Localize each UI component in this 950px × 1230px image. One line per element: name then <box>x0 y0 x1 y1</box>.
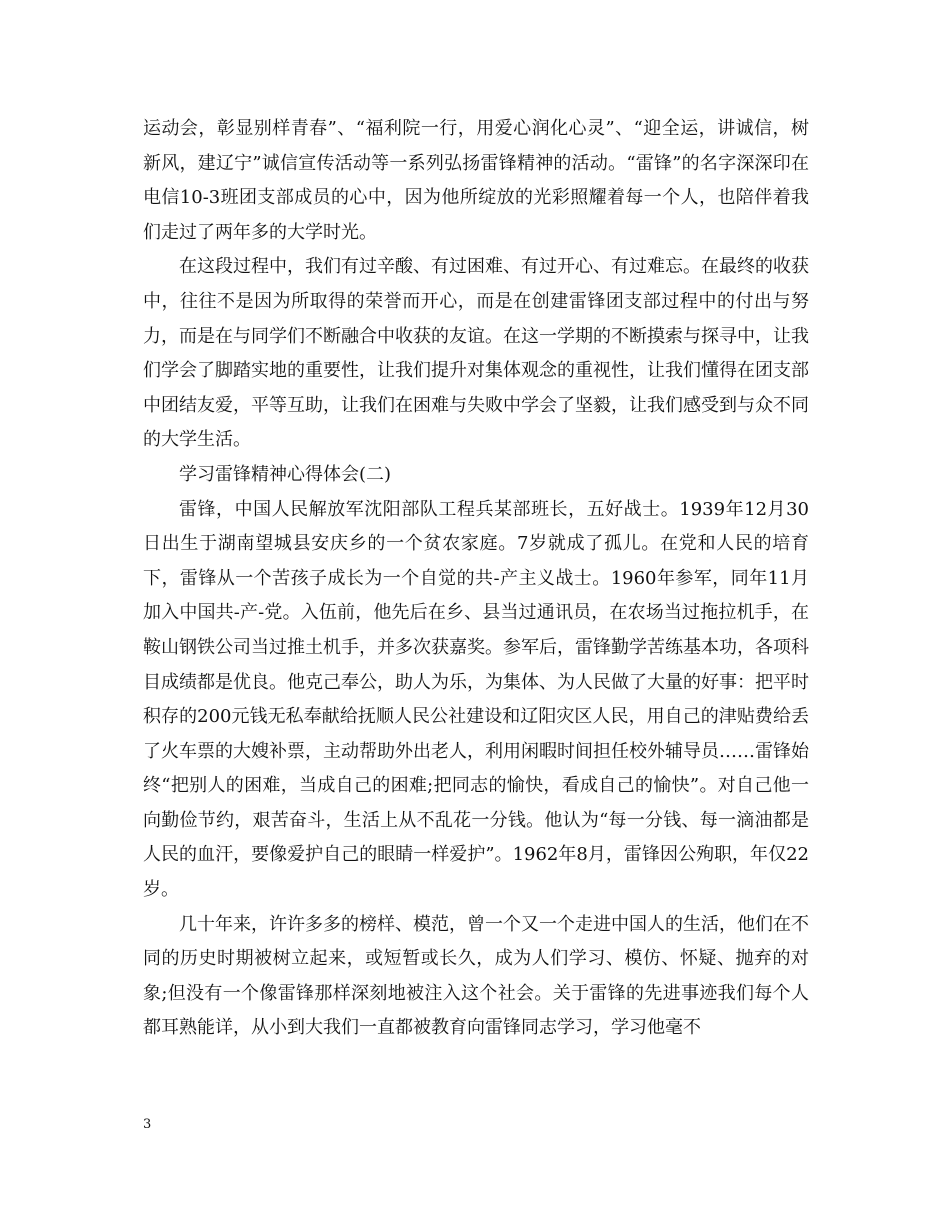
document-body <box>143 112 809 1046</box>
paragraph-4: 几十年来，许许多多的榜样、模范，曾一个又一个走进中国人的生活，他们在不同的历史时期被树立起来，或短暂或长久，成为人们学习、模仿、怀疑、抛弃的对象;但没有一个像雷锋那样深刻地被注入这个社会。关于雷锋的先进事迹我们每个人都耳熟能详，从小到大我们一直都被教育向雷锋同志学习，学习他毫不 <box>143 913 809 1039</box>
paragraph-1: 运动会，彰显别样青春”、“福利院一行，用爱心润化心灵”、“迎全运，讲诚信，树新风，建辽宁”诚信宣传活动等一系列弘扬雷锋精神的活动。“雷锋”的名字深深印在电信10-3班团支部成员的心中，因为他所绽放的光彩照耀着每一个人，也陪伴着我们走过了两年多的大学时光。 <box>143 118 809 243</box>
paragraph-2: 在这段过程中，我们有过辛酸、有过困难、有过开心、有过难忘。在最终的收获中，往往不是因为所取得的荣誉而开心，而是在创建雷锋团支部过程中的付出与努力，而是在与同学们不断融合中收获的友谊。在这一学期的不断摸索与探寻中，让我们学会了脚踏实地的重要性，让我们提升对集体观念的重视性，让我们懂得在团支部中团结友爱，平等互助，让我们在困难与失败中学会了坚毅，让我们感受到与众不同的大学生活。 <box>143 256 809 451</box>
paragraph-3: 雷锋，中国人民解放军沈阳部队工程兵某部班长，五好战士。1939年12月30日出生于湖南望城县安庆乡的一个贫农家庭。7岁就成了孤儿。在党和人民的培育下，雷锋从一个苦孩子成长为一个自觉的共-产主义战士。1960年参军，同年11月加入中国共-产-党。入伍前，他先后在乡、县当过通讯员，在农场当过拖拉机手，在鞍山钢铁公司当过推土机手，并多次获嘉奖。参军后，雷锋勤学苦练基本功，各项科目成绩都是优良。他克己奉公，助人为乐，为集体、为人民做了大量的好事：把平时积存的200元钱无私奉献给抚顺人民公社建设和辽阳灾区人民，用自己的津贴费给丢了火车票的大嫂补票，主动帮助外出老人，利用闲暇时间担任校外辅导员……雷锋始终“把别人的困难，当成自己的困难;把同志的愉快，看成自己的愉快”。对自己他一向勤俭节约，艰苦奋斗，生活上从不乱花一分钱。他认为“每一分钱、每一滴油都是人民的血汗，要像爱护自己的眼睛一样爱护”。1962年8月，雷锋因公殉职，年仅22岁。 <box>143 498 809 901</box>
page-number: 3 <box>143 1117 152 1132</box>
section-heading: 学习雷锋精神心得体会(二) <box>179 463 392 485</box>
